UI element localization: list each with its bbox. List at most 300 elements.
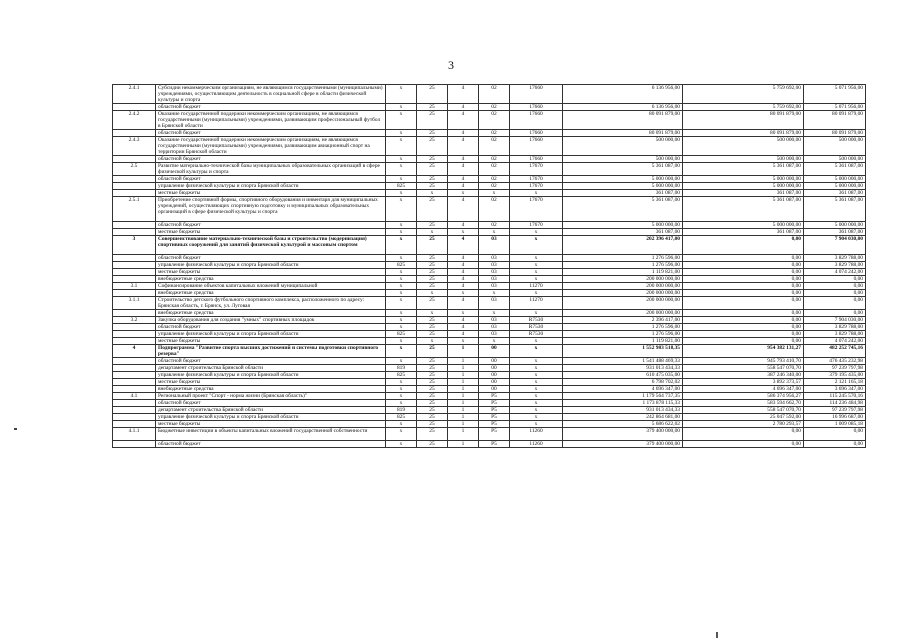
row-direction-code: х (510, 414, 563, 421)
row-ministry-code: х (386, 111, 417, 130)
row-subprogram-code: 1 (448, 400, 479, 407)
row-event-code: х (479, 310, 510, 317)
row-name: областной бюджет (156, 222, 386, 229)
row-value-year2: 4 696 347,00 (683, 386, 804, 393)
row-direction-code: х (510, 365, 563, 372)
row-value-year3: 2 121 165,18 (804, 379, 866, 386)
row-direction-code: 11270 (510, 297, 563, 310)
row-value-year3: 482 252 745,16 (804, 345, 866, 358)
row-program-code: 25 (417, 269, 448, 276)
row-name: Софинансирование объектов капитальных вложений муниципальной (156, 283, 386, 290)
row-ministry-code: х (386, 222, 417, 229)
row-value-year3: 80 091 879,00 (804, 111, 866, 130)
scan-mark (716, 632, 718, 638)
row-subprogram-code: 4 (448, 331, 479, 338)
row-event-code: 00 (479, 365, 510, 372)
row-direction-code: 17670 (510, 197, 563, 222)
row-program-code: 25 (417, 386, 448, 393)
row-subprogram-code: 1 (448, 358, 479, 365)
row-value-year1: 931 013 434,33 (563, 365, 683, 372)
row-ministry-code: х (386, 229, 417, 236)
row-direction-code: 11260 (510, 428, 563, 441)
row-event-code: P5 (479, 414, 510, 421)
row-ministry-code: х (386, 197, 417, 222)
row-value-year1: 200 000 000,00 (563, 290, 683, 297)
row-subprogram-code: 4 (448, 197, 479, 222)
row-subprogram-code: х (448, 290, 479, 297)
row-name: областной бюджет (156, 104, 386, 111)
row-event-code: 03 (479, 236, 510, 255)
row-name: Совершенствование материально-технической базы и строительство (модернизация) спортивных сооружений для занятий физической культурой и массовым спортом (156, 236, 386, 255)
row-direction-code: 17670 (510, 176, 563, 183)
row-code (113, 386, 156, 393)
row-value-year3: 476 435 232,98 (804, 358, 866, 365)
row-name: областной бюджет (156, 441, 386, 448)
table-row (113, 358, 866, 365)
row-direction-code: х (510, 421, 563, 428)
row-value-year2: 583 594 662,70 (683, 400, 804, 407)
table-row (113, 310, 866, 317)
row-code (113, 290, 156, 297)
row-value-year2: 5 759 692,00 (683, 85, 804, 104)
row-direction-code: R7530 (510, 324, 563, 331)
row-value-year2: 0,00 (683, 262, 804, 269)
row-program-code: 25 (417, 297, 448, 310)
row-value-year3: 5 071 956,00 (804, 104, 866, 111)
table-row (113, 197, 866, 222)
row-code (113, 176, 156, 183)
table-row (113, 229, 866, 236)
row-direction-code: 17660 (510, 85, 563, 104)
row-direction-code: х (510, 338, 563, 345)
row-program-code: 25 (417, 393, 448, 400)
row-subprogram-code: 4 (448, 222, 479, 229)
row-code: 2.5 (113, 163, 156, 176)
row-direction-code: 11270 (510, 283, 563, 290)
row-subprogram-code: 4 (448, 130, 479, 137)
table-row (113, 85, 866, 104)
row-code (113, 222, 156, 229)
row-ministry-code: х (386, 386, 417, 393)
row-value-year3: 0,00 (804, 441, 866, 448)
row-value-year1: 361 087,00 (563, 229, 683, 236)
row-subprogram-code: 1 (448, 414, 479, 421)
row-ministry-code: х (386, 358, 417, 365)
row-event-code: 02 (479, 137, 510, 156)
row-subprogram-code: 1 (448, 393, 479, 400)
row-value-year1: 6 136 956,00 (563, 104, 683, 111)
row-value-year3: 500 000,00 (804, 156, 866, 163)
row-value-year2: 0,00 (683, 331, 804, 338)
row-subprogram-code: 4 (448, 176, 479, 183)
row-code: 2.4.1 (113, 85, 156, 104)
row-value-year2: 0,00 (683, 428, 804, 441)
row-value-year3: 16 996 687,00 (804, 414, 866, 421)
row-name: внебюджетные средства (156, 386, 386, 393)
row-program-code: 25 (417, 276, 448, 283)
row-name: внебюджетные средства (156, 276, 386, 283)
row-event-code: 00 (479, 358, 510, 365)
row-direction-code: 17670 (510, 183, 563, 190)
row-subprogram-code: 4 (448, 111, 479, 130)
table-row (113, 393, 866, 400)
table-row (113, 428, 866, 441)
row-program-code: 25 (417, 85, 448, 104)
row-direction-code: х (510, 379, 563, 386)
row-subprogram-code: 1 (448, 441, 479, 448)
row-subprogram-code: 4 (448, 297, 479, 310)
table-row (113, 386, 866, 393)
row-program-code: 25 (417, 156, 448, 163)
table-row (113, 290, 866, 297)
row-event-code: 02 (479, 111, 510, 130)
row-program-code: 25 (417, 283, 448, 290)
row-ministry-code: х (386, 156, 417, 163)
row-program-code: 25 (417, 130, 448, 137)
row-value-year1: 361 087,00 (563, 190, 683, 197)
row-value-year3: 5 000 000,00 (804, 176, 866, 183)
row-program-code: 25 (417, 197, 448, 222)
row-ministry-code: х (386, 400, 417, 407)
row-event-code: 02 (479, 176, 510, 183)
row-name: управление физической культуры и спорта Брянской области (156, 372, 386, 379)
row-direction-code: х (510, 386, 563, 393)
row-value-year2: 5 000 000,00 (683, 222, 804, 229)
row-event-code: P5 (479, 407, 510, 414)
row-code: 3.2 (113, 317, 156, 324)
row-value-year1: 6 136 956,00 (563, 85, 683, 104)
row-name: местные бюджеты (156, 338, 386, 345)
row-name: областной бюджет (156, 130, 386, 137)
row-ministry-code: х (386, 338, 417, 345)
row-event-code: 02 (479, 222, 510, 229)
row-direction-code: R7530 (510, 331, 563, 338)
row-ministry-code: 825 (386, 262, 417, 269)
row-event-code: х (479, 190, 510, 197)
table-row (113, 324, 866, 331)
row-code (113, 269, 156, 276)
row-ministry-code: х (386, 441, 417, 448)
row-value-year1: 5 000 000,00 (563, 222, 683, 229)
row-direction-code: 17660 (510, 130, 563, 137)
row-value-year3: 0,00 (804, 297, 866, 310)
row-direction-code: х (510, 393, 563, 400)
row-subprogram-code: 4 (448, 255, 479, 262)
row-value-year1: 2 396 417,00 (563, 317, 683, 324)
row-value-year2: 25 047 592,00 (683, 414, 804, 421)
row-name: Региональный проект "Спорт - норма жизни (Брянская область)" (156, 393, 386, 400)
row-value-year1: 5 686 622,02 (563, 421, 683, 428)
row-event-code: 03 (479, 262, 510, 269)
row-code (113, 262, 156, 269)
row-name: областной бюджет (156, 176, 386, 183)
row-value-year2: 3 892 373,57 (683, 379, 804, 386)
row-name: департамент строительства Брянской области (156, 365, 386, 372)
row-value-year3: 5 000 000,00 (804, 183, 866, 190)
row-value-year2: 0,00 (683, 283, 804, 290)
row-value-year3: 0,00 (804, 310, 866, 317)
row-value-year2: 0,00 (683, 324, 804, 331)
row-value-year2: 361 087,00 (683, 190, 804, 197)
row-code: 2.4.2 (113, 111, 156, 130)
row-value-year1: 379 400 000,00 (563, 441, 683, 448)
row-ministry-code: х (386, 104, 417, 111)
row-ministry-code: 819 (386, 407, 417, 414)
table-row (113, 269, 866, 276)
table-row (113, 441, 866, 448)
row-direction-code: х (510, 407, 563, 414)
row-ministry-code: х (386, 130, 417, 137)
row-ministry-code: 825 (386, 372, 417, 379)
row-event-code: 02 (479, 130, 510, 137)
row-direction-code: х (510, 358, 563, 365)
row-value-year2: 0,00 (683, 255, 804, 262)
row-code (113, 372, 156, 379)
row-name: управление физической культуры и спорта Брянской области (156, 183, 386, 190)
row-name: областной бюджет (156, 156, 386, 163)
row-event-code: 02 (479, 85, 510, 104)
table-row (113, 414, 866, 421)
row-ministry-code: х (386, 190, 417, 197)
row-event-code: х (479, 290, 510, 297)
row-code (113, 229, 156, 236)
row-value-year1: 1 552 983 518,35 (563, 345, 683, 358)
row-subprogram-code: 1 (448, 365, 479, 372)
row-code (113, 104, 156, 111)
row-value-year1: 5 000 000,00 (563, 183, 683, 190)
row-ministry-code: х (386, 310, 417, 317)
row-value-year1: 202 396 417,00 (563, 236, 683, 255)
row-value-year1: 200 000 000,00 (563, 283, 683, 290)
row-direction-code: х (510, 290, 563, 297)
row-code: 4.1 (113, 393, 156, 400)
row-subprogram-code: 4 (448, 317, 479, 324)
row-value-year2: 558 547 070,70 (683, 407, 804, 414)
row-value-year3: 4 074 242,00 (804, 269, 866, 276)
row-direction-code: 17660 (510, 111, 563, 130)
row-value-year1: 500 000,00 (563, 137, 683, 156)
row-event-code: P5 (479, 421, 510, 428)
row-subprogram-code: 4 (448, 262, 479, 269)
row-event-code: 00 (479, 386, 510, 393)
row-value-year2: 387 246 340,00 (683, 372, 804, 379)
row-code (113, 183, 156, 190)
row-value-year3: 5 071 956,00 (804, 85, 866, 104)
row-value-year2: 2 780 293,57 (683, 421, 804, 428)
row-subprogram-code: х (448, 229, 479, 236)
table-row (113, 421, 866, 428)
row-subprogram-code: х (448, 338, 479, 345)
row-code (113, 365, 156, 372)
row-value-year2: 5 361 087,00 (683, 163, 804, 176)
row-code (113, 338, 156, 345)
row-subprogram-code: 4 (448, 276, 479, 283)
row-direction-code: х (510, 255, 563, 262)
row-subprogram-code: 1 (448, 428, 479, 441)
row-subprogram-code: 4 (448, 183, 479, 190)
row-event-code: P5 (479, 428, 510, 441)
row-event-code: P5 (479, 393, 510, 400)
row-subprogram-code: 1 (448, 379, 479, 386)
row-direction-code: х (510, 372, 563, 379)
row-code (113, 407, 156, 414)
row-value-year3: 0,00 (804, 428, 866, 441)
row-value-year2: 0,00 (683, 236, 804, 255)
row-ministry-code: 825 (386, 183, 417, 190)
table-row (113, 400, 866, 407)
row-program-code: 25 (417, 407, 448, 414)
row-direction-code: х (510, 262, 563, 269)
row-ministry-code: х (386, 393, 417, 400)
table-row (113, 345, 866, 358)
row-program-code: 25 (417, 324, 448, 331)
row-code: 3 (113, 236, 156, 255)
row-event-code: 03 (479, 276, 510, 283)
row-program-code: 25 (417, 137, 448, 156)
row-subprogram-code: 4 (448, 156, 479, 163)
row-program-code: х (417, 229, 448, 236)
row-event-code: 02 (479, 197, 510, 222)
row-value-year3: 97 239 797,98 (804, 365, 866, 372)
row-ministry-code: х (386, 317, 417, 324)
row-direction-code: 17670 (510, 222, 563, 229)
table-row (113, 317, 866, 324)
row-name: Развитие материально-технической базы муниципальных образовательных организаций в сфере физической культуры и спорта (156, 163, 386, 176)
row-event-code: P5 (479, 441, 510, 448)
page-number: 3 (448, 58, 454, 72)
row-event-code: 03 (479, 283, 510, 290)
row-value-year3: 500 000,00 (804, 137, 866, 156)
row-direction-code: 17660 (510, 156, 563, 163)
row-name: Строительство детского футбольного спортивного комплекса, расположенного по адресу: Брянская область, г. Брянск, ул. Луговая (156, 297, 386, 310)
row-value-year2: 80 091 879,00 (683, 130, 804, 137)
row-direction-code: х (510, 269, 563, 276)
table-row (113, 236, 866, 255)
row-value-year3: 0,00 (804, 283, 866, 290)
row-code: 2.5.1 (113, 197, 156, 222)
row-program-code: 25 (417, 176, 448, 183)
row-value-year3: 0,00 (804, 290, 866, 297)
row-value-year2: 5 361 087,00 (683, 197, 804, 222)
row-event-code: х (479, 338, 510, 345)
row-value-year1: 379 400 000,00 (563, 428, 683, 441)
row-event-code: 03 (479, 317, 510, 324)
row-ministry-code: х (386, 428, 417, 441)
row-value-year3: 7 904 030,00 (804, 317, 866, 324)
row-ministry-code: х (386, 176, 417, 183)
table-row (113, 331, 866, 338)
row-value-year3: 3 829 788,00 (804, 262, 866, 269)
row-value-year3: 3 696 347,00 (804, 386, 866, 393)
row-code (113, 156, 156, 163)
row-ministry-code: х (386, 345, 417, 358)
row-program-code: 25 (417, 262, 448, 269)
table-row (113, 365, 866, 372)
row-direction-code: х (510, 400, 563, 407)
row-value-year1: 80 091 879,00 (563, 130, 683, 137)
row-value-year3: 5 000 000,00 (804, 222, 866, 229)
row-value-year2: 5 000 000,00 (683, 176, 804, 183)
row-value-year1: 1 173 878 115,33 (563, 400, 683, 407)
row-value-year2: 0,00 (683, 441, 804, 448)
row-program-code: 25 (417, 365, 448, 372)
row-value-year2: 80 091 879,00 (683, 111, 804, 130)
row-value-year1: 5 361 087,00 (563, 163, 683, 176)
row-value-year2: 5 000 000,00 (683, 183, 804, 190)
row-value-year3: 114 236 484,98 (804, 400, 866, 407)
row-ministry-code: х (386, 324, 417, 331)
row-ministry-code: х (386, 163, 417, 176)
row-program-code: 25 (417, 104, 448, 111)
row-name: внебюджетные средства (156, 310, 386, 317)
row-ministry-code: х (386, 269, 417, 276)
table-row (113, 338, 866, 345)
row-value-year3: 5 361 087,00 (804, 163, 866, 176)
row-value-year2: 954 382 131,27 (683, 345, 804, 358)
row-value-year3: 115 245 570,16 (804, 393, 866, 400)
row-event-code: 03 (479, 269, 510, 276)
row-value-year2: 0,00 (683, 310, 804, 317)
row-direction-code: х (510, 236, 563, 255)
row-code: 2.4.3 (113, 137, 156, 156)
row-program-code: х (417, 310, 448, 317)
table-row (113, 379, 866, 386)
row-code: 4 (113, 345, 156, 358)
row-value-year3: 361 087,00 (804, 190, 866, 197)
row-subprogram-code: 4 (448, 324, 479, 331)
row-event-code: 00 (479, 379, 510, 386)
row-program-code: 25 (417, 414, 448, 421)
row-event-code: 02 (479, 163, 510, 176)
row-code (113, 324, 156, 331)
row-code: 3.1 (113, 283, 156, 290)
row-code (113, 331, 156, 338)
row-value-year3: 80 091 879,00 (804, 130, 866, 137)
row-value-year1: 6 798 702,02 (563, 379, 683, 386)
row-ministry-code: х (386, 421, 417, 428)
row-name: Оказание государственной поддержки некоммерческим организациям, не являющимся государственными (муниципальными) учреждениями, развивающим авиационный спорт на территории Брянской области (156, 137, 386, 156)
table-row (113, 156, 866, 163)
row-value-year1: 1 119 821,00 (563, 269, 683, 276)
row-direction-code: х (510, 310, 563, 317)
row-direction-code: х (510, 190, 563, 197)
row-name: Оказание государственной поддержки некоммерческим организациям, не являющимся государственными (муниципальными) учреждениями, развивающим профессиональный футбол в Брянской области (156, 111, 386, 130)
row-subprogram-code: 1 (448, 345, 479, 358)
row-name: управление физической культуры и спорта Брянской области (156, 262, 386, 269)
row-ministry-code: х (386, 276, 417, 283)
row-name: управление физической культуры и спорта Брянской области (156, 414, 386, 421)
row-name: департамент строительства Брянской области (156, 407, 386, 414)
row-value-year1: 610 475 035,00 (563, 372, 683, 379)
row-value-year2: 0,00 (683, 290, 804, 297)
row-event-code: 03 (479, 255, 510, 262)
row-value-year3: 0,00 (804, 276, 866, 283)
row-value-year2: 500 000,00 (683, 156, 804, 163)
row-value-year1: 1 541 488 469,33 (563, 358, 683, 365)
row-event-code: 02 (479, 183, 510, 190)
row-direction-code: х (510, 345, 563, 358)
row-name: внебюджетные средства (156, 290, 386, 297)
row-name: областной бюджет (156, 358, 386, 365)
row-code (113, 358, 156, 365)
row-name: Закупка оборудования для создания "умных" спортивных площадок (156, 317, 386, 324)
table-row (113, 372, 866, 379)
row-program-code: 25 (417, 441, 448, 448)
row-program-code: 25 (417, 400, 448, 407)
row-direction-code: 11260 (510, 441, 563, 448)
row-value-year3: 97 239 797,98 (804, 407, 866, 414)
row-ministry-code: х (386, 236, 417, 255)
